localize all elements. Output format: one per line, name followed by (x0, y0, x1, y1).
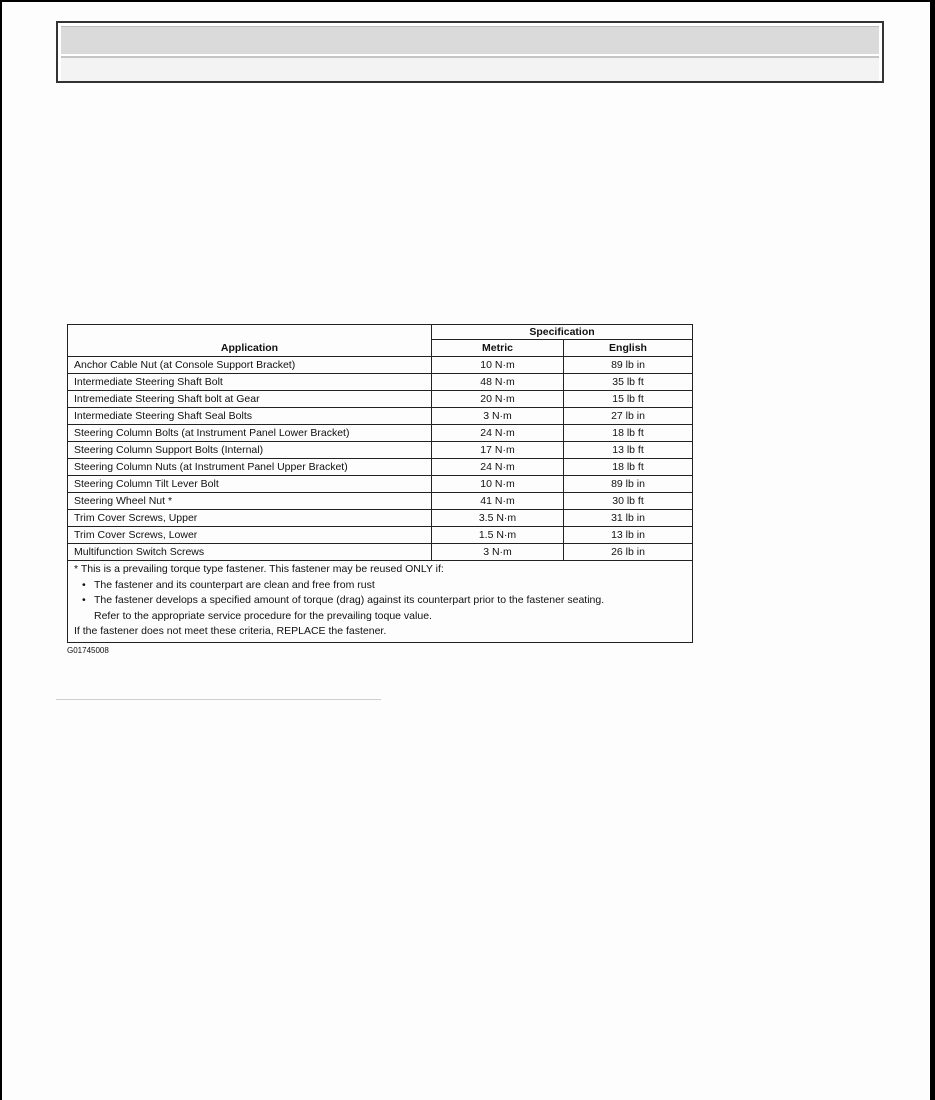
footnote-closing: If the fastener does not meet these criteria, REPLACE the fastener. (74, 625, 387, 637)
cell-english: 26 lb in (564, 544, 693, 561)
header-title-row (61, 26, 879, 54)
cell-english: 30 lb ft (564, 493, 693, 510)
footnote-bullet-item (74, 578, 686, 594)
cell-english: 15 lb ft (564, 391, 693, 408)
table-footnote-row (68, 561, 693, 643)
cell-metric: 1.5 N·m (432, 527, 564, 544)
header-subtitle-row (61, 56, 879, 81)
cell-application: Steering Column Tilt Lever Bolt (68, 476, 432, 493)
cell-english: 13 lb in (564, 527, 693, 544)
cell-application: Intermediate Steering Shaft Bolt (68, 374, 432, 391)
cell-application: Multifunction Switch Screws (68, 544, 432, 561)
table-row (68, 357, 693, 374)
footnote-bullet-text: The fastener develops a specified amount of torque (drag) against its counterpart prior to the fastener seating. (94, 594, 605, 606)
cell-metric: 3.5 N·m (432, 510, 564, 527)
cell-english: 89 lb in (564, 357, 693, 374)
cell-metric: 10 N·m (432, 357, 564, 374)
cell-metric: 24 N·m (432, 425, 564, 442)
column-header-english: English (564, 340, 693, 357)
cell-application: Intremediate Steering Shaft bolt at Gear (68, 391, 432, 408)
bullet-icon: • (82, 594, 86, 606)
cell-english: 13 lb ft (564, 442, 693, 459)
cell-english: 18 lb ft (564, 425, 693, 442)
cell-application: Steering Column Bolts (at Instrument Panel Lower Bracket) (68, 425, 432, 442)
table-header-row-1 (68, 325, 693, 340)
cell-metric: 17 N·m (432, 442, 564, 459)
document-header-box (56, 21, 884, 83)
table-row (68, 391, 693, 408)
column-header-application: Application (68, 325, 432, 357)
cell-application: Intermediate Steering Shaft Seal Bolts (68, 408, 432, 425)
footer-divider (56, 699, 381, 700)
cell-application: Steering Wheel Nut * (68, 493, 432, 510)
table-row (68, 442, 693, 459)
table-row (68, 510, 693, 527)
footnote-bullet-item (74, 593, 686, 609)
cell-metric: 20 N·m (432, 391, 564, 408)
cell-english: 31 lb in (564, 510, 693, 527)
column-header-metric: Metric (432, 340, 564, 357)
cell-metric: 48 N·m (432, 374, 564, 391)
table-row (68, 408, 693, 425)
table-row (68, 374, 693, 391)
cell-metric: 3 N·m (432, 544, 564, 561)
table-row (68, 527, 693, 544)
cell-metric: 3 N·m (432, 408, 564, 425)
cell-metric: 41 N·m (432, 493, 564, 510)
bullet-icon: • (82, 578, 86, 591)
cell-metric: 24 N·m (432, 459, 564, 476)
table-row (68, 459, 693, 476)
table-row (68, 476, 693, 493)
cell-application: Trim Cover Screws, Lower (68, 527, 432, 544)
page-border-right (930, 0, 935, 1100)
cell-english: 27 lb in (564, 408, 693, 425)
cell-application: Trim Cover Screws, Upper (68, 510, 432, 527)
cell-application: Steering Column Nuts (at Instrument Panel Upper Bracket) (68, 459, 432, 476)
cell-english: 89 lb in (564, 476, 693, 493)
table-row (68, 493, 693, 510)
cell-english: 18 lb ft (564, 459, 693, 476)
figure-id-label: G01745008 (67, 646, 109, 655)
cell-application: Steering Column Support Bolts (Internal) (68, 442, 432, 459)
table-footnote (68, 561, 693, 643)
table-row (68, 544, 693, 561)
cell-metric: 10 N·m (432, 476, 564, 493)
page-border-top (0, 0, 935, 2)
footnote-continuation: Refer to the appropriate service procedure for the prevailing toque value. (94, 609, 432, 622)
fastener-torque-spec-table (67, 324, 693, 643)
cell-english: 35 lb ft (564, 374, 693, 391)
footnote-intro: * This is a prevailing torque type fastener. This fastener may be reused ONLY if: (74, 563, 444, 575)
cell-application: Anchor Cable Nut (at Console Support Bracket) (68, 357, 432, 374)
footnote-bullet-text: The fastener and its counterpart are clean and free from rust (94, 578, 375, 591)
page-border-left (0, 0, 2, 1100)
table-row (68, 425, 693, 442)
column-header-specification: Specification (432, 325, 693, 340)
